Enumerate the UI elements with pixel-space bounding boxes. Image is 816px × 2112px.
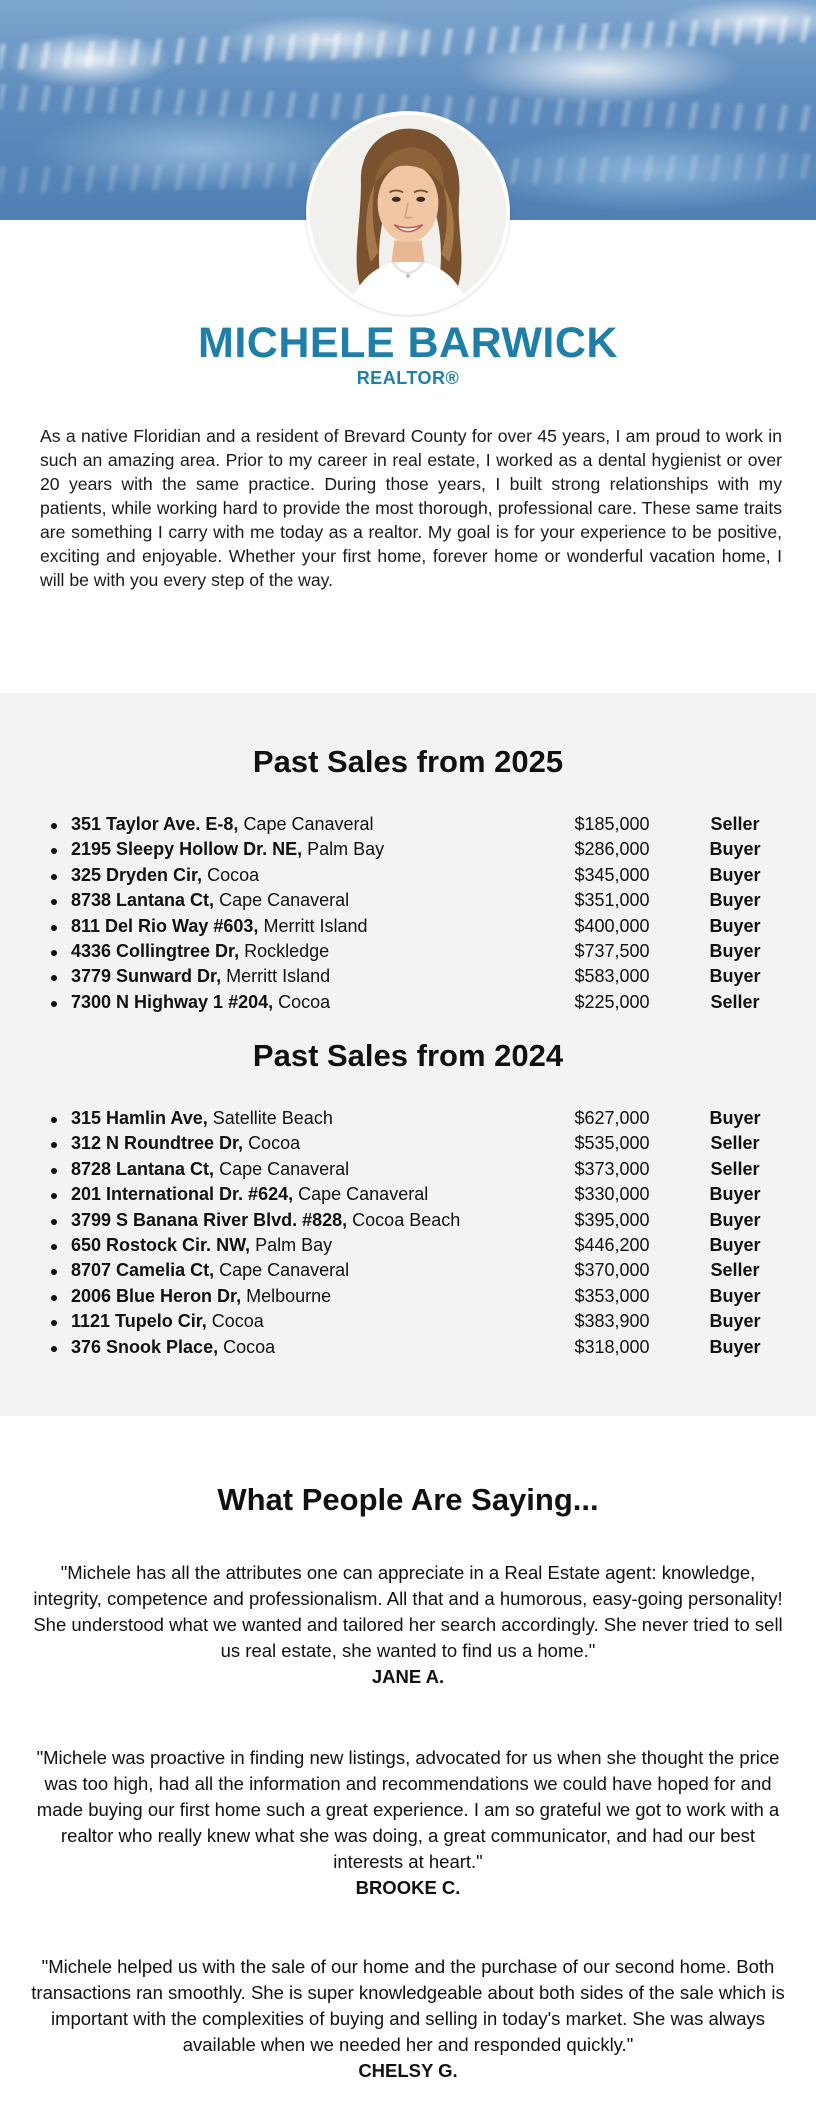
sale-role: Buyer: [709, 1184, 761, 1205]
sale-role: Seller: [710, 1133, 760, 1154]
sale-role: Buyer: [709, 940, 761, 961]
bullet-icon: [51, 1193, 57, 1199]
sale-street: 2195 Sleepy Hollow Dr. NE,: [71, 839, 303, 860]
sale-row: [0, 1131, 816, 1156]
sale-price: $286,000: [574, 839, 650, 860]
sale-address: [71, 1233, 332, 1258]
wave-foam: [0, 16, 816, 70]
sale-street: 312 N Roundtree Dr,: [71, 1133, 244, 1154]
sale-address: [71, 863, 259, 888]
sale-address: [71, 939, 329, 964]
bullet-icon: [51, 1117, 57, 1123]
sale-row: [0, 914, 816, 939]
sale-price: $353,000: [574, 1285, 650, 1306]
sale-city: Rockledge: [244, 940, 330, 961]
sale-row: [0, 990, 816, 1015]
sale-price: $627,000: [574, 1108, 650, 1128]
sale-price: $383,900: [574, 1311, 650, 1332]
bullet-icon: [51, 1219, 57, 1225]
agent-header: [0, 318, 816, 389]
sale-city: Cocoa Beach: [352, 1209, 461, 1230]
sale-street: 811 Del Rio Way #603,: [71, 915, 259, 936]
sale-address: [71, 1157, 349, 1182]
bullet-icon: [51, 823, 57, 829]
testimonial: [30, 1745, 786, 1901]
agent-title: REALTOR®: [356, 368, 460, 388]
sale-address: [71, 1106, 333, 1131]
sale-row: [0, 1233, 816, 1258]
testimonial-author: CHELSY G.: [358, 2060, 458, 2081]
testimonial-quote: "Michele helped us with the sale of our home and the purchase of our second home. Both transactions ran smoothly. She is super knowledgeable about both sides of the sale which is important with the complexities of buying and selling in today's market. She was always available when we needed her and responded quickly.": [31, 1956, 785, 2055]
sale-street: 3799 S Banana River Blvd. #828,: [71, 1209, 348, 1230]
testimonial-author: BROOKE C.: [355, 1877, 461, 1898]
sale-row: [0, 837, 816, 862]
bullet-icon: [51, 925, 57, 931]
sale-price: $225,000: [574, 991, 650, 1012]
sale-street: 2006 Blue Heron Dr,: [71, 1285, 242, 1306]
sale-street: 7300 N Highway 1 #204,: [71, 991, 274, 1012]
testimonial-quote: "Michele was proactive in finding new listings, advocated for us when she thought the price was too high, had all the information and recommendations we could have hoped for and made buying our first home such a great experience. I am so grateful we got to work with a realtor who really knew what she was doing, a great communicator, and had our best interests at heart.": [36, 1747, 780, 1872]
sale-address: [71, 1309, 264, 1334]
sale-price: $446,200: [574, 1234, 650, 1255]
sale-price: $395,000: [574, 1209, 650, 1230]
sale-price: $535,000: [574, 1133, 650, 1154]
sale-row: [0, 1106, 816, 1131]
sale-price: $185,000: [574, 814, 650, 834]
sale-price: $318,000: [574, 1336, 650, 1357]
sale-city: Merritt Island: [263, 915, 368, 936]
sale-role: Buyer: [709, 839, 761, 860]
sale-row: [0, 1208, 816, 1233]
sale-role: Seller: [710, 1158, 760, 1179]
testimonial-author: JANE A.: [371, 1666, 445, 1687]
sale-role: Buyer: [709, 864, 761, 885]
sale-city: Palm Bay: [307, 839, 385, 860]
sale-address: [71, 837, 384, 862]
past-sales-section: [0, 693, 816, 1416]
sale-city: Palm Bay: [255, 1234, 333, 1255]
sale-address: [71, 964, 330, 989]
sale-address: [71, 1335, 275, 1360]
sale-city: Cocoa: [223, 1336, 276, 1357]
sale-role: Buyer: [709, 1209, 761, 1230]
sale-city: Cape Canaveral: [219, 1158, 350, 1179]
sale-price: $345,000: [574, 864, 650, 885]
sale-city: Melbourne: [246, 1285, 332, 1306]
sale-price: $373,000: [574, 1158, 650, 1179]
sale-role: Buyer: [709, 1336, 761, 1357]
bullet-icon: [51, 975, 57, 981]
agent-name: MICHELE BARWICK: [198, 319, 618, 367]
sale-city: Cape Canaveral: [219, 1260, 350, 1281]
sale-street: 3779 Sunward Dr,: [71, 966, 222, 987]
sale-city: Cape Canaveral: [298, 1184, 429, 1205]
sale-address: [71, 1182, 428, 1207]
testimonial: [30, 1560, 786, 1690]
sale-city: Cocoa: [211, 1311, 264, 1332]
sale-street: 1121 Tupelo Cir,: [71, 1311, 207, 1332]
sale-role: Buyer: [709, 1108, 761, 1128]
sale-address: [71, 1131, 300, 1156]
sale-role: Buyer: [709, 1285, 761, 1306]
sale-city: Merritt Island: [226, 966, 331, 987]
sale-city: Cocoa: [248, 1133, 301, 1154]
sale-row: [0, 888, 816, 913]
sale-price: $583,000: [574, 966, 650, 987]
past-sales-2025-list: [0, 812, 816, 1015]
sale-address: [71, 1208, 460, 1233]
agent-bio: As a native Floridian and a resident of Brevard County for over 45 years, I am proud to work in such an amazing area. Prior to my career in real estate, I worked as a dental hygienist or over 20 years with the same practice. During those years, I built strong relationships with my patients, while working hard to provide the most thorough, professional care. These same traits are something I carry with me today as a realtor. My goal is for your experience to be positive, exciting and enjoyable. Whether your first home, forever home or wonderful vacation home, I will be with you every step of the way.: [40, 426, 782, 590]
past-sales-2024-list: [0, 1106, 816, 1360]
bullet-icon: [51, 1001, 57, 1007]
sale-city: Cape Canaveral: [219, 890, 350, 911]
sale-address: [71, 888, 349, 913]
sale-city: Cocoa: [207, 864, 260, 885]
sale-street: 650 Rostock Cir. NW,: [71, 1234, 251, 1255]
sale-street: 8738 Lantana Ct,: [71, 890, 215, 911]
bullet-icon: [51, 874, 57, 880]
sale-role: Buyer: [709, 1234, 761, 1255]
bullet-icon: [51, 1320, 57, 1326]
past-sales-2025-heading: Past Sales from 2025: [252, 744, 564, 779]
sale-price: $370,000: [574, 1260, 650, 1281]
bullet-icon: [51, 950, 57, 956]
sale-role: Seller: [710, 991, 760, 1012]
sale-row: [0, 1335, 816, 1360]
agent-portrait-photo: [306, 111, 510, 315]
sale-address: [71, 812, 374, 837]
sale-price: $351,000: [574, 890, 650, 911]
bullet-icon: [51, 1346, 57, 1352]
bullet-icon: [51, 1142, 57, 1148]
sale-street: 325 Dryden Cir,: [71, 864, 203, 885]
sale-price: $737,500: [574, 940, 650, 961]
sale-row: [0, 939, 816, 964]
sale-row: [0, 1284, 816, 1309]
past-sales-2024-heading: Past Sales from 2024: [252, 1038, 564, 1073]
bullet-icon: [51, 1269, 57, 1275]
sale-street: 351 Taylor Ave. E-8,: [71, 814, 239, 834]
sale-role: Buyer: [709, 966, 761, 987]
bullet-icon: [51, 899, 57, 905]
sale-price: $330,000: [574, 1184, 650, 1205]
sale-address: [71, 1258, 349, 1283]
sale-city: Satellite Beach: [212, 1108, 333, 1128]
sale-role: Buyer: [709, 890, 761, 911]
sale-street: 376 Snook Place,: [71, 1336, 219, 1357]
sale-address: [71, 1284, 331, 1309]
sale-row: [0, 1157, 816, 1182]
sale-role: Buyer: [709, 1311, 761, 1332]
sale-address: [71, 990, 330, 1015]
sale-city: Cocoa: [278, 991, 331, 1012]
sale-row: [0, 1309, 816, 1334]
sale-role: Seller: [710, 814, 760, 834]
testimonials-heading: What People Are Saying...: [217, 1482, 599, 1517]
sale-street: 201 International Dr. #624,: [71, 1184, 294, 1205]
bullet-icon: [51, 1295, 57, 1301]
sale-address: [71, 914, 367, 939]
sale-role: Seller: [710, 1260, 760, 1281]
sale-street: 315 Hamlin Ave,: [71, 1108, 208, 1128]
sale-row: [0, 1182, 816, 1207]
testimonial-quote: "Michele has all the attributes one can appreciate in a Real Estate agent: knowledge, integrity, competence and professionalism. All that and a humorous, easy-going personality! She understood what we wanted and tailored her search accordingly. She never tried to sell us real estate, she wanted to find us a home.": [33, 1562, 783, 1661]
sale-row: [0, 812, 816, 837]
sale-row: [0, 1258, 816, 1283]
sale-street: 8707 Camelia Ct,: [71, 1260, 215, 1281]
sale-row: [0, 964, 816, 989]
sale-row: [0, 863, 816, 888]
testimonial: [30, 1954, 786, 2084]
sale-street: 4336 Collingtree Dr,: [71, 940, 240, 961]
bullet-icon: [51, 848, 57, 854]
bullet-icon: [51, 1244, 57, 1250]
sale-street: 8728 Lantana Ct,: [71, 1158, 215, 1179]
sale-role: Buyer: [709, 915, 761, 936]
bullet-icon: [51, 1168, 57, 1174]
sale-price: $400,000: [574, 915, 650, 936]
sale-city: Cape Canaveral: [243, 814, 374, 834]
